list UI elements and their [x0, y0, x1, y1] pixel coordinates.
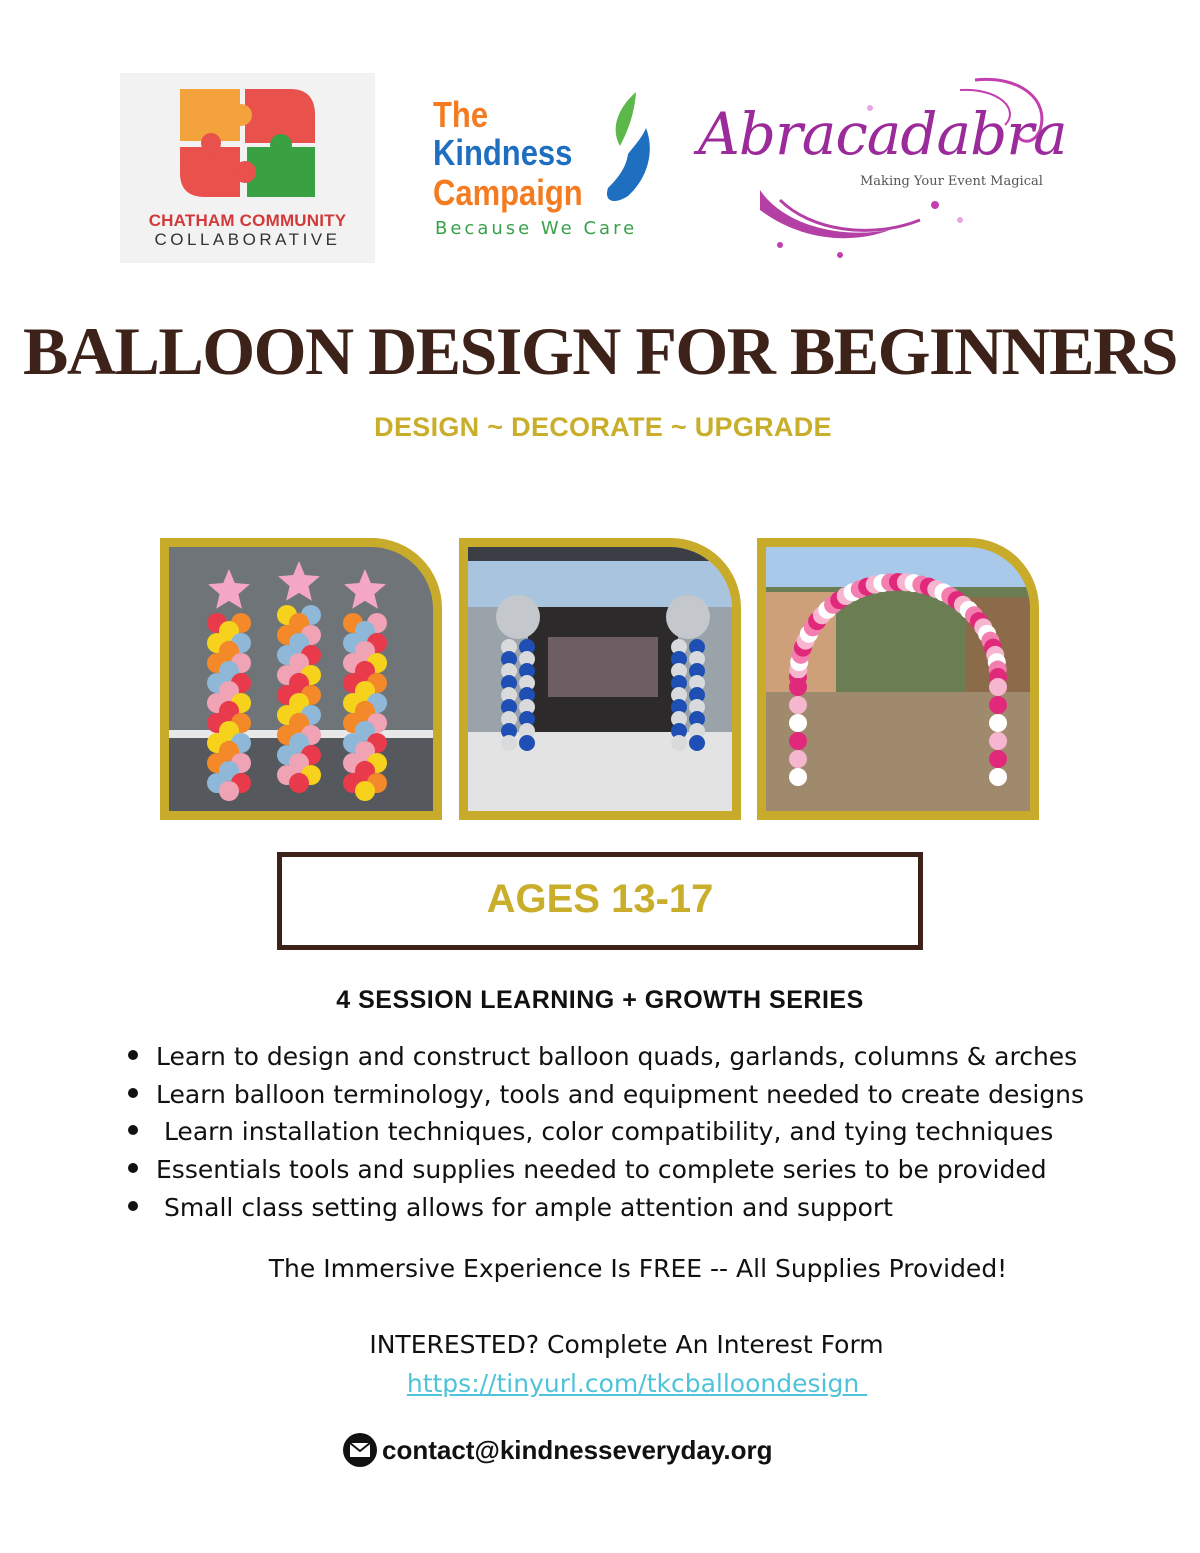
list-item: Learn installation techniques, color compatibility, and tying techniques: [128, 1117, 1084, 1155]
chatham-logo-line2: COLLABORATIVE: [154, 230, 341, 249]
contact-line: [342, 1430, 772, 1470]
ages-box: [277, 852, 923, 950]
list-item: Essentials tools and supplies needed to complete series to be provided: [128, 1155, 1084, 1193]
photo-balloon-columns: [160, 538, 442, 820]
list-item: Learn balloon terminology, tools and equipment needed to create designs: [128, 1080, 1084, 1118]
kindness-logo-line1: The: [433, 94, 489, 135]
interest-prompt: INTERESTED? Complete An Interest Form: [369, 1330, 884, 1359]
abracadabra-tagline: Making Your Event Magical: [860, 174, 1043, 189]
abracadabra-name: Abracadabra: [698, 100, 1067, 168]
envelope-icon: [342, 1432, 378, 1468]
puzzle-logo-icon: [175, 85, 320, 210]
features-list: [128, 1042, 1084, 1230]
abracadabra-logo: [690, 70, 1070, 260]
series-heading: 4 SESSION LEARNING + GROWTH SERIES: [336, 986, 864, 1014]
photo-pink-balloon-arch: [757, 538, 1039, 820]
page-tagline: DESIGN ~ DECORATE ~ UPGRADE: [374, 412, 832, 442]
chatham-logo-line1: CHATHAM COMMUNITY: [148, 211, 347, 230]
ages-label: AGES 13-17: [486, 877, 714, 921]
kindness-logo-tagline: Because We Care: [435, 218, 638, 239]
interest-form-link[interactable]: https://tinyurl.com/tkcballoondesign: [406, 1369, 868, 1398]
list-item: Small class setting allows for ample attention and support: [128, 1193, 1084, 1231]
hands-icon: [598, 88, 658, 208]
contact-email[interactable]: contact@kindnesseveryday.org: [382, 1434, 773, 1465]
kindness-logo-line3: Campaign: [433, 172, 583, 213]
free-note: The Immersive Experience Is FREE -- All Supplies Provided!: [268, 1254, 1008, 1283]
photo-store-entrance-columns: [459, 538, 741, 820]
chatham-community-logo: [120, 73, 375, 263]
list-item: Learn to design and construct balloon quads, garlands, columns & arches: [128, 1042, 1084, 1080]
page-title: BALLOON DESIGN FOR BEGINNERS: [23, 313, 1177, 389]
kindness-campaign-logo: [430, 88, 670, 248]
kindness-logo-line2: Kindness: [433, 132, 573, 173]
